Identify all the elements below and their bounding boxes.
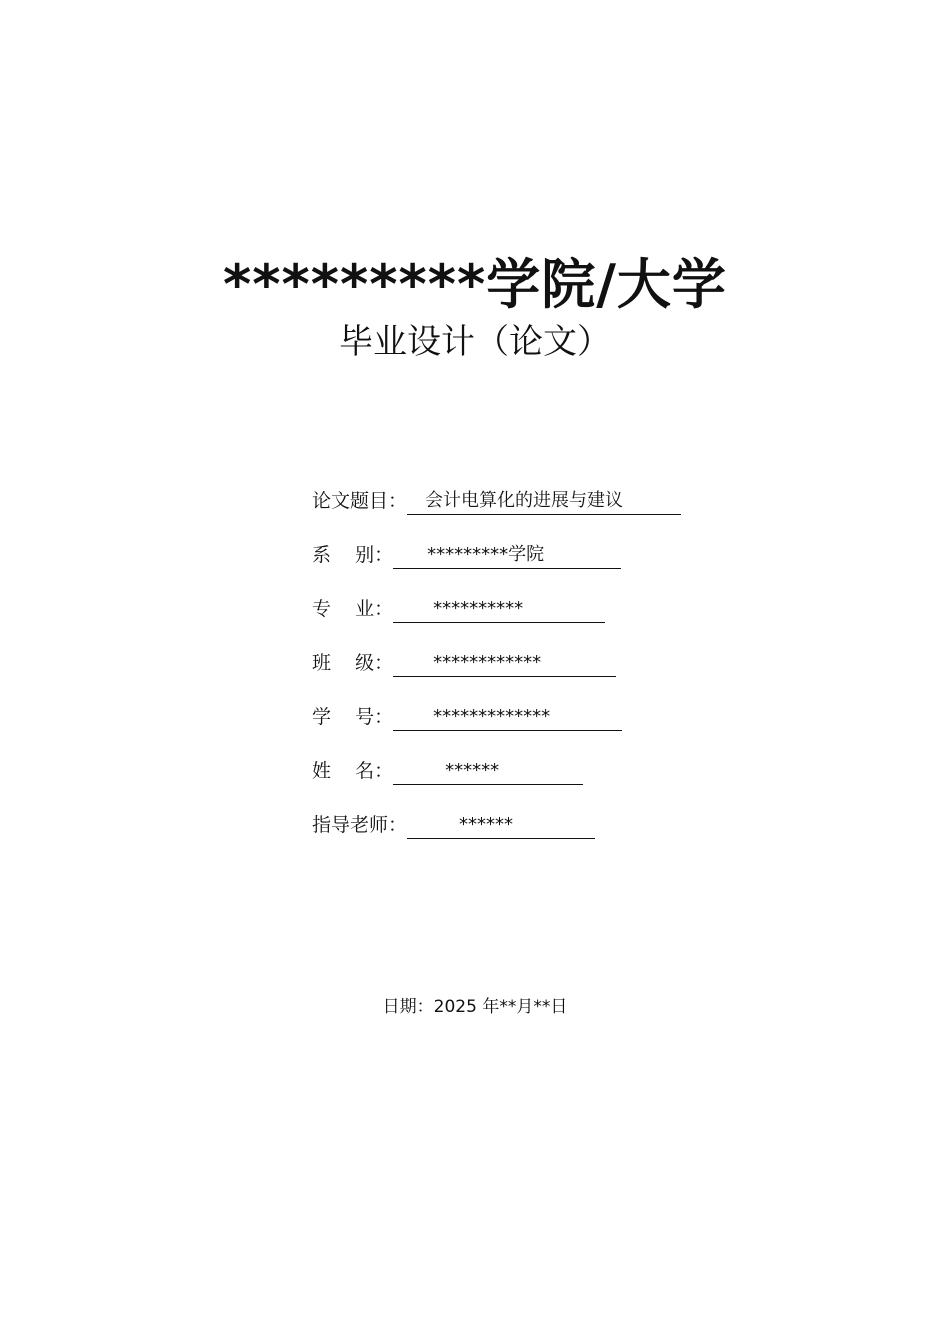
field-label-major: 专 业：: [312, 598, 394, 620]
field-value-class: ************: [393, 649, 616, 677]
field-label-student-id: 学 号：: [312, 706, 394, 728]
field-label-thesis-title: 论文题目：: [312, 490, 408, 512]
field-value-name: ******: [393, 757, 583, 785]
institution-title: *********学院/大学: [223, 253, 727, 316]
field-row-name: [312, 757, 681, 811]
field-row-advisor: [312, 811, 681, 865]
field-value-department: *********学院: [393, 541, 621, 569]
field-row-class: [312, 649, 681, 703]
field-row-department: [312, 541, 681, 595]
field-label-class: 班 级：: [312, 652, 394, 674]
field-row-thesis-title: [312, 487, 681, 541]
cover-info-block: [312, 487, 681, 865]
field-row-major: [312, 595, 681, 649]
submission-date: 日期：2025 年**月**日: [382, 997, 568, 1017]
field-label-name: 姓 名：: [312, 760, 394, 782]
field-value-student-id: *************: [393, 703, 622, 731]
field-value-major: **********: [393, 595, 605, 623]
field-value-thesis-title: 会计电算化的进展与建议: [407, 487, 681, 515]
field-value-advisor: ******: [407, 811, 595, 839]
document-subtitle: 毕业设计（论文）: [339, 322, 611, 362]
field-label-advisor: 指导老师：: [312, 814, 408, 836]
field-label-department: 系 别：: [312, 544, 394, 566]
field-row-student-id: [312, 703, 681, 757]
